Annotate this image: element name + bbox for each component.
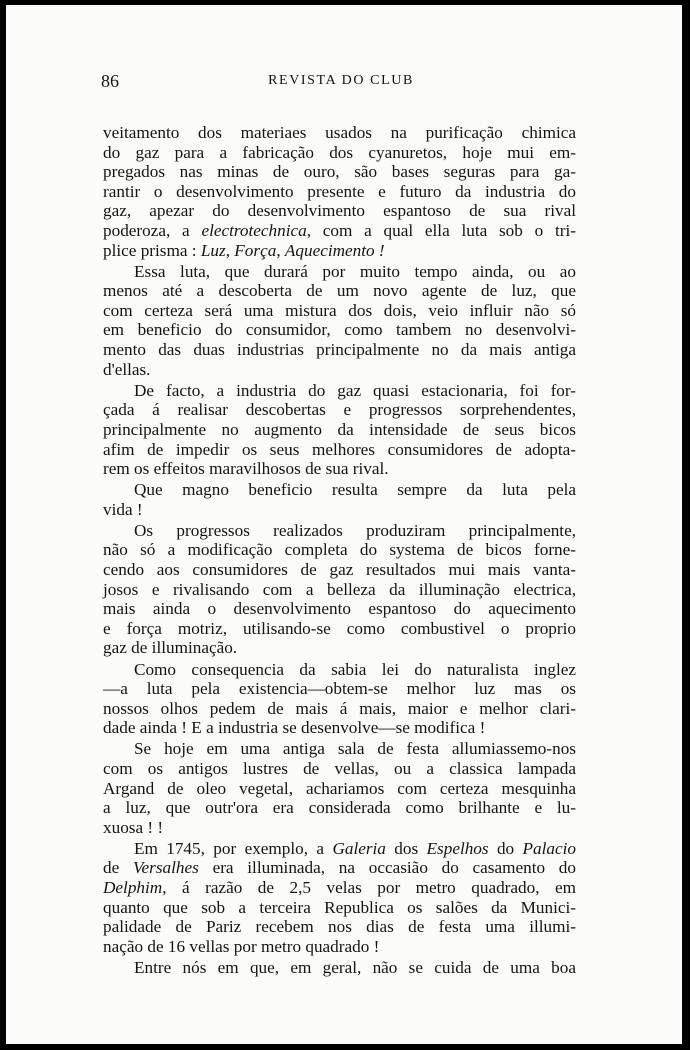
text-line: afim de impedir os seus melhores consumidores de adopta- bbox=[103, 439, 576, 459]
text-line: com certeza será uma mistura dos dois, veio influir não só bbox=[103, 300, 576, 320]
book-page bbox=[6, 5, 682, 1044]
text-line: Se hoje em uma antiga sala de festa allumiassemo-nos bbox=[134, 739, 576, 759]
text-line: Argand de oleo vegetal, achariamos com certeza mesquinha bbox=[103, 778, 576, 798]
text-line: veitamento dos materiaes usados na purificação chimica bbox=[103, 123, 576, 142]
text-line: e força motriz, utilisando-se como combustivel o proprio bbox=[103, 618, 576, 638]
text-line: De facto, a industria do gaz quasi estacionaria, foi for- bbox=[134, 380, 576, 400]
text-line: pregados nas minas de ouro, são bases seguras para ga- bbox=[103, 162, 576, 182]
text-line: em beneficio do consumidor, como tambem no desenvolvi- bbox=[103, 320, 576, 340]
text-line: cendo aos consumidores de gaz resultados mui mais vanta- bbox=[103, 560, 576, 580]
paragraph bbox=[103, 839, 576, 957]
paragraph bbox=[103, 123, 576, 260]
text-line: Os progressos realizados produziram principalmente, bbox=[134, 520, 576, 540]
text-line: principalmente no augmento da intensidade de seus bicos bbox=[103, 419, 576, 439]
text-line: nossos olhos pedem de mais á mais, maior e melhor clari- bbox=[103, 698, 576, 718]
paragraph bbox=[103, 381, 576, 479]
text-line: xuosa ! ! bbox=[103, 817, 164, 837]
text-line: gaz de illuminação. bbox=[103, 638, 238, 658]
paragraph bbox=[103, 739, 576, 837]
text-line: Essa luta, que durará por muito tempo ainda, ou ao bbox=[134, 261, 576, 281]
text-line: rantir o desenvolvimento presente e futuro da industria do bbox=[103, 181, 576, 201]
paragraph bbox=[103, 958, 576, 978]
text-line: nação de 16 vellas por metro quadrado ! bbox=[103, 936, 380, 956]
text-line: plice prisma : Luz, Força, Aquecimento ! bbox=[103, 240, 385, 260]
text-line: a luz, que outr'ora era considerada como brilhante e lu- bbox=[103, 798, 576, 818]
text-line: Delphim, á razão de 2,5 velas por metro quadrado, em bbox=[103, 878, 576, 898]
text-line: de Versalhes era illuminada, na occasião do casamento do bbox=[103, 858, 576, 878]
text-line: Que magno beneficio resulta sempre da luta pela bbox=[134, 480, 576, 500]
text-line: gaz, apezar do desenvolvimento espantoso de sua rival bbox=[103, 201, 576, 221]
text-line: vida ! bbox=[103, 499, 143, 519]
text-line: çada á realisar descobertas e progressos sorprehendentes, bbox=[103, 400, 576, 420]
text-line: dade ainda ! E a industria se desenvolve—se modifica ! bbox=[103, 718, 486, 738]
paragraph bbox=[103, 480, 576, 519]
text-line: do gaz para a fabricação dos cyanuretos, hoje mui em- bbox=[103, 142, 576, 162]
paragraph bbox=[103, 660, 576, 738]
text-line: quanto que sob a terceira Republica os salões da Munici- bbox=[103, 897, 576, 917]
body-text bbox=[103, 123, 576, 978]
text-line: —a luta pela existencia—obtem-se melhor luz mas os bbox=[103, 679, 576, 699]
text-line: poderoza, a electrotechnica, com a qual ella luta sob o tri- bbox=[103, 220, 576, 240]
text-line: d'ellas. bbox=[103, 359, 151, 379]
text-line: palidade de Pariz recebem nos dias de festa uma illumi- bbox=[103, 917, 576, 937]
paragraph bbox=[103, 262, 576, 380]
text-line: Em 1745, por exemplo, a Galeria dos Espelhos do Palacio bbox=[134, 838, 576, 858]
paragraph bbox=[103, 521, 576, 658]
text-line: rem os effeitos maravilhosos de sua rival. bbox=[103, 459, 389, 479]
text-line: Como consequencia da sabia lei do naturalista inglez bbox=[134, 659, 576, 679]
text-line: menos até a descoberta de um novo agente de luz, que bbox=[103, 281, 576, 301]
text-line: Entre nós em que, em geral, não se cuida de uma boa bbox=[134, 957, 576, 977]
running-title: REVISTA DO CLUB bbox=[268, 73, 414, 88]
text-line: não só a modificação completa do systema de bicos forne- bbox=[103, 540, 576, 560]
page-header bbox=[101, 71, 581, 95]
text-line: mento das duas industrias principalmente no da mais antiga bbox=[103, 340, 576, 360]
text-line: com os antigos lustres de vellas, ou a classica lampada bbox=[103, 759, 576, 778]
text-line: mais ainda o desenvolvimento espantoso do aquecimento bbox=[103, 599, 576, 619]
text-line: josos e rivalisando com a belleza da illuminação electrica, bbox=[103, 579, 576, 599]
page-number: 86 bbox=[101, 71, 119, 91]
